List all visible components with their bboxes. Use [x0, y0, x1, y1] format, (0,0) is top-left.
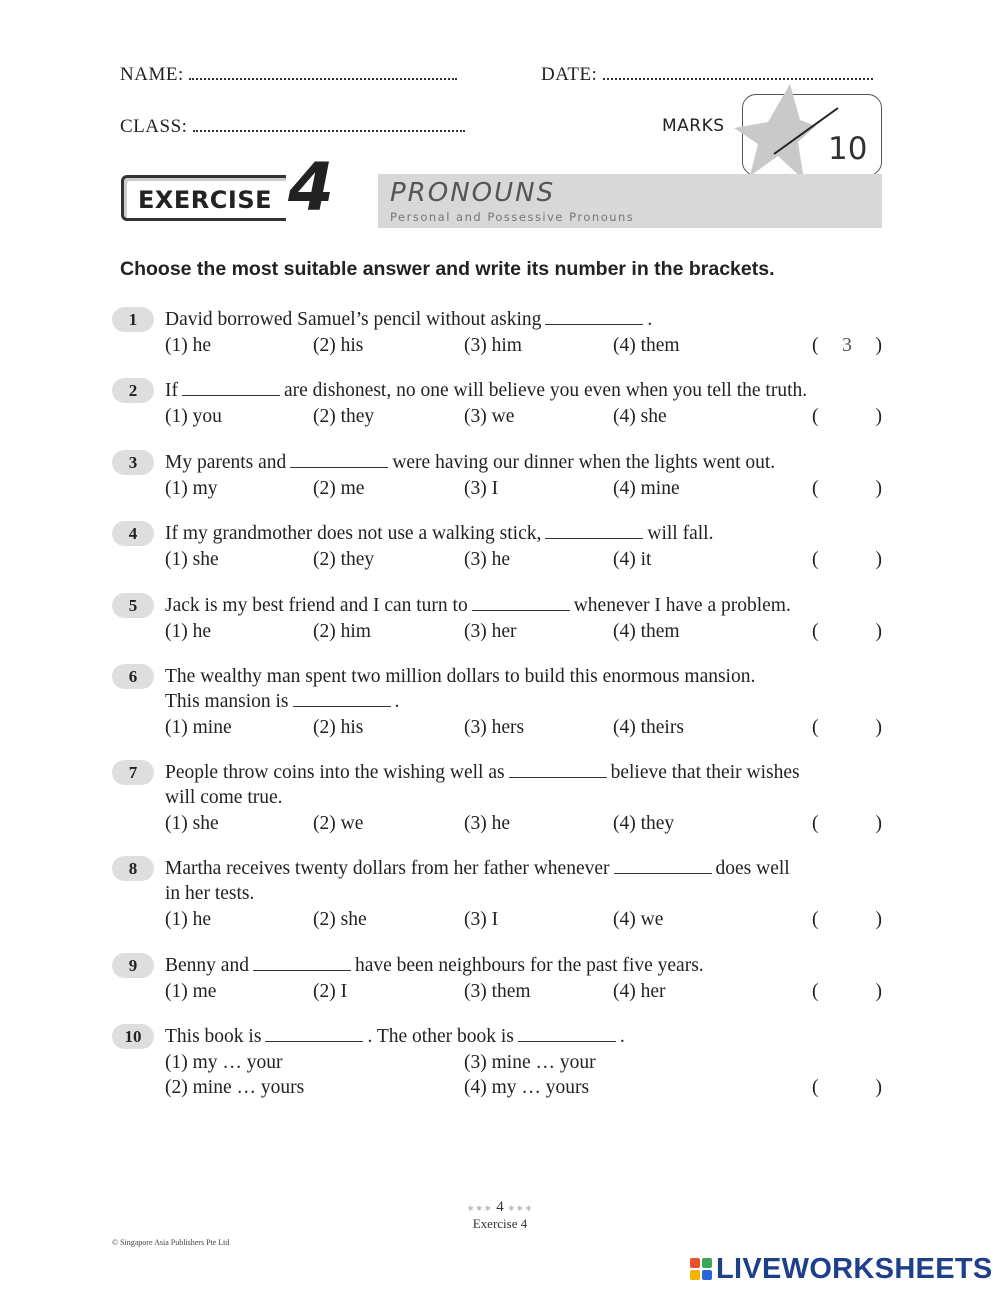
answer-brackets[interactable]	[812, 404, 882, 430]
answer-blank	[265, 1024, 363, 1042]
question-number: 7	[112, 760, 154, 785]
bracket-close: )	[875, 406, 882, 427]
answer-brackets[interactable]	[812, 811, 882, 837]
question-text-before: If my grandmother does not use a walking stick,	[165, 523, 542, 544]
option-3: (3) he	[464, 813, 511, 834]
bracket-close: )	[875, 813, 882, 834]
liveworksheets-logo[interactable]	[690, 1252, 993, 1286]
question-text-before: My parents and	[165, 452, 287, 473]
question-text-after: whenever I have a problem.	[573, 595, 791, 616]
answer-blank	[614, 856, 712, 874]
answer-brackets[interactable]	[812, 547, 882, 573]
question-text-before: This book is	[165, 1026, 262, 1047]
option-2: (2) me	[313, 478, 365, 499]
bracket-close: )	[875, 478, 882, 499]
question-text-before: If	[165, 380, 178, 401]
question-text-line-1	[165, 856, 883, 882]
question-text	[165, 378, 883, 404]
copyright-text: © Singapore Asia Publishers Pte Ltd	[112, 1238, 230, 1247]
answer-blank	[518, 1024, 616, 1042]
title-bar	[378, 174, 882, 228]
question-text-after: will fall.	[647, 523, 714, 544]
option-1: (1) my	[165, 478, 218, 499]
bracket-close: )	[875, 621, 882, 642]
option-3: (3) mine … your	[464, 1052, 596, 1073]
bracket-close: )	[875, 717, 882, 738]
page-label: Exercise 4	[472, 1216, 528, 1231]
bracket-open: (	[812, 981, 819, 1002]
option-3: (3) them	[464, 981, 531, 1002]
question-text-before: People throw coins into the wishing well as	[165, 762, 505, 783]
bracket-open: (	[812, 478, 819, 499]
answer-value[interactable]	[819, 476, 876, 502]
question-text-after: does well	[715, 858, 790, 879]
question-text-before: This mansion is	[165, 691, 289, 712]
option-2: (2) she	[313, 909, 367, 930]
question-text-line-2: will come true.	[165, 787, 283, 808]
answer-value[interactable]	[819, 1075, 876, 1101]
answer-brackets[interactable]	[812, 1075, 882, 1101]
answer-blank	[253, 953, 351, 971]
answer-value[interactable]	[819, 404, 876, 430]
date-label: DATE:	[541, 64, 598, 85]
name-input-line[interactable]	[189, 66, 457, 80]
option-3: (3) I	[464, 478, 499, 499]
answer-blank	[472, 593, 570, 611]
option-2: (2) they	[313, 549, 375, 570]
answer-brackets[interactable]	[812, 333, 882, 359]
bracket-close: )	[875, 335, 882, 356]
marks-label: MARKS	[662, 116, 725, 136]
bracket-open: (	[812, 335, 819, 356]
option-1: (1) you	[165, 406, 222, 427]
name-label: NAME:	[120, 64, 184, 85]
option-3: (3) he	[464, 549, 511, 570]
answer-brackets[interactable]	[812, 907, 882, 933]
answer-blank	[293, 689, 391, 707]
question-text-after: .	[619, 1026, 625, 1047]
logo-squares-icon	[690, 1258, 712, 1280]
question-number: 9	[112, 953, 154, 978]
option-2: (2) his	[313, 717, 364, 738]
option-4: (4) them	[613, 621, 680, 642]
option-1: (1) he	[165, 335, 212, 356]
option-1: (1) my … your	[165, 1052, 283, 1073]
option-1: (1) she	[165, 813, 219, 834]
instruction-text: Choose the most suitable answer and write its number in the brackets.	[120, 258, 775, 280]
answer-brackets[interactable]	[812, 476, 882, 502]
answer-brackets[interactable]	[812, 715, 882, 741]
date-field	[541, 64, 873, 86]
question-number: 5	[112, 593, 154, 618]
question-text-before: Martha receives twenty dollars from her father whenever	[165, 858, 610, 879]
question-text-line-2: in her tests.	[165, 883, 255, 904]
question-text-line-1	[165, 664, 883, 690]
question-text-after: .	[394, 691, 400, 712]
answer-value[interactable]	[819, 619, 876, 645]
option-2: (2) him	[313, 621, 371, 642]
bracket-open: (	[812, 909, 819, 930]
bracket-open: (	[812, 621, 819, 642]
option-2: (2) I	[313, 981, 348, 1002]
option-1: (1) me	[165, 981, 217, 1002]
page-title: PRONOUNS	[390, 178, 556, 208]
question-text-after: have been neighbours for the past five years.	[354, 955, 704, 976]
answer-blank	[509, 760, 607, 778]
option-4: (4) we	[613, 909, 664, 930]
option-3: (3) her	[464, 621, 517, 642]
option-1: (1) she	[165, 549, 219, 570]
option-4: (4) them	[613, 335, 680, 356]
answer-brackets[interactable]	[812, 979, 882, 1005]
question-text	[165, 953, 704, 979]
question-text-before: The wealthy man spent two million dollars to build this enormous mansion.	[165, 666, 756, 687]
option-4: (4) she	[613, 406, 667, 427]
bracket-open: (	[812, 717, 819, 738]
bracket-close: )	[875, 981, 882, 1002]
question-text-after: are dishonest, no one will believe you even when you tell the truth.	[284, 380, 808, 401]
question-text	[165, 307, 652, 333]
question-number: 4	[112, 521, 154, 546]
bracket-open: (	[812, 1077, 819, 1098]
bracket-close: )	[875, 909, 882, 930]
bracket-open: (	[812, 813, 819, 834]
answer-brackets[interactable]	[812, 619, 882, 645]
question-number: 8	[112, 856, 154, 881]
option-3: (3) I	[464, 909, 499, 930]
question-text-middle: . The other book is	[367, 1026, 514, 1047]
option-4: (4) theirs	[613, 717, 684, 738]
answer-value[interactable]	[819, 907, 876, 933]
option-2: (2) mine … yours	[165, 1077, 305, 1098]
question-text-after: believe that their wishes	[610, 762, 800, 783]
page-number-row	[0, 1199, 1000, 1216]
option-3: (3) him	[464, 335, 522, 356]
class-input-line[interactable]	[193, 118, 465, 132]
bracket-close: )	[875, 1077, 882, 1098]
question-number: 6	[112, 664, 154, 689]
answer-value[interactable]	[819, 547, 876, 573]
option-4: (4) mine	[613, 478, 680, 499]
option-4: (4) my … yours	[464, 1077, 590, 1098]
option-4: (4) her	[613, 981, 666, 1002]
date-input-line[interactable]	[603, 66, 873, 80]
answer-blank	[545, 521, 643, 539]
question-text	[165, 1024, 625, 1050]
answer-value[interactable]: 3	[842, 335, 852, 356]
question-text-before: David borrowed Samuel’s pencil without asking	[165, 309, 542, 330]
answer-value[interactable]	[819, 811, 876, 837]
question-text-before: Benny and	[165, 955, 249, 976]
class-label: CLASS:	[120, 116, 188, 137]
option-2: (2) they	[313, 406, 375, 427]
answer-blank	[545, 307, 643, 325]
answer-blank	[290, 450, 388, 468]
exercise-number: 4	[288, 149, 334, 226]
question-text-after: were having our dinner when the lights went out.	[392, 452, 776, 473]
page-subtitle: Personal and Possessive Pronouns	[390, 210, 635, 224]
question-text-before: Jack is my best friend and I can turn to	[165, 595, 468, 616]
question-text-line-1	[165, 760, 883, 786]
option-2: (2) his	[313, 335, 364, 356]
exercise-badge	[118, 149, 336, 229]
bracket-open: (	[812, 406, 819, 427]
option-4: (4) it	[613, 549, 652, 570]
marks-total: 10	[828, 131, 868, 167]
option-4: (4) they	[613, 813, 675, 834]
question-text	[165, 450, 775, 476]
exercise-word: EXERCISE	[138, 186, 272, 214]
question-text	[165, 593, 791, 619]
class-field	[120, 116, 465, 138]
option-2: (2) we	[313, 813, 364, 834]
option-1: (1) mine	[165, 717, 232, 738]
question-text	[165, 521, 713, 547]
bracket-close: )	[875, 549, 882, 570]
marks-score-input[interactable]	[752, 104, 808, 140]
bracket-open: (	[812, 549, 819, 570]
question-number: 3	[112, 450, 154, 475]
brand-name: LIVEWORKSHEETS	[716, 1252, 993, 1285]
name-field	[120, 64, 457, 86]
ornament-right: ∗∗∗	[507, 1203, 534, 1213]
option-1: (1) he	[165, 621, 212, 642]
ornament-left: ∗∗∗	[466, 1203, 493, 1213]
answer-blank	[182, 378, 280, 396]
option-3: (3) we	[464, 406, 515, 427]
option-1: (1) he	[165, 909, 212, 930]
answer-value[interactable]	[819, 979, 876, 1005]
question-number: 2	[112, 378, 154, 403]
question-number: 1	[112, 307, 154, 332]
question-text-after: .	[647, 309, 653, 330]
question-text-line-2	[165, 689, 399, 715]
question-number: 10	[112, 1024, 154, 1049]
answer-value[interactable]	[819, 715, 876, 741]
page-number: 4	[496, 1199, 504, 1215]
option-3: (3) hers	[464, 717, 525, 738]
